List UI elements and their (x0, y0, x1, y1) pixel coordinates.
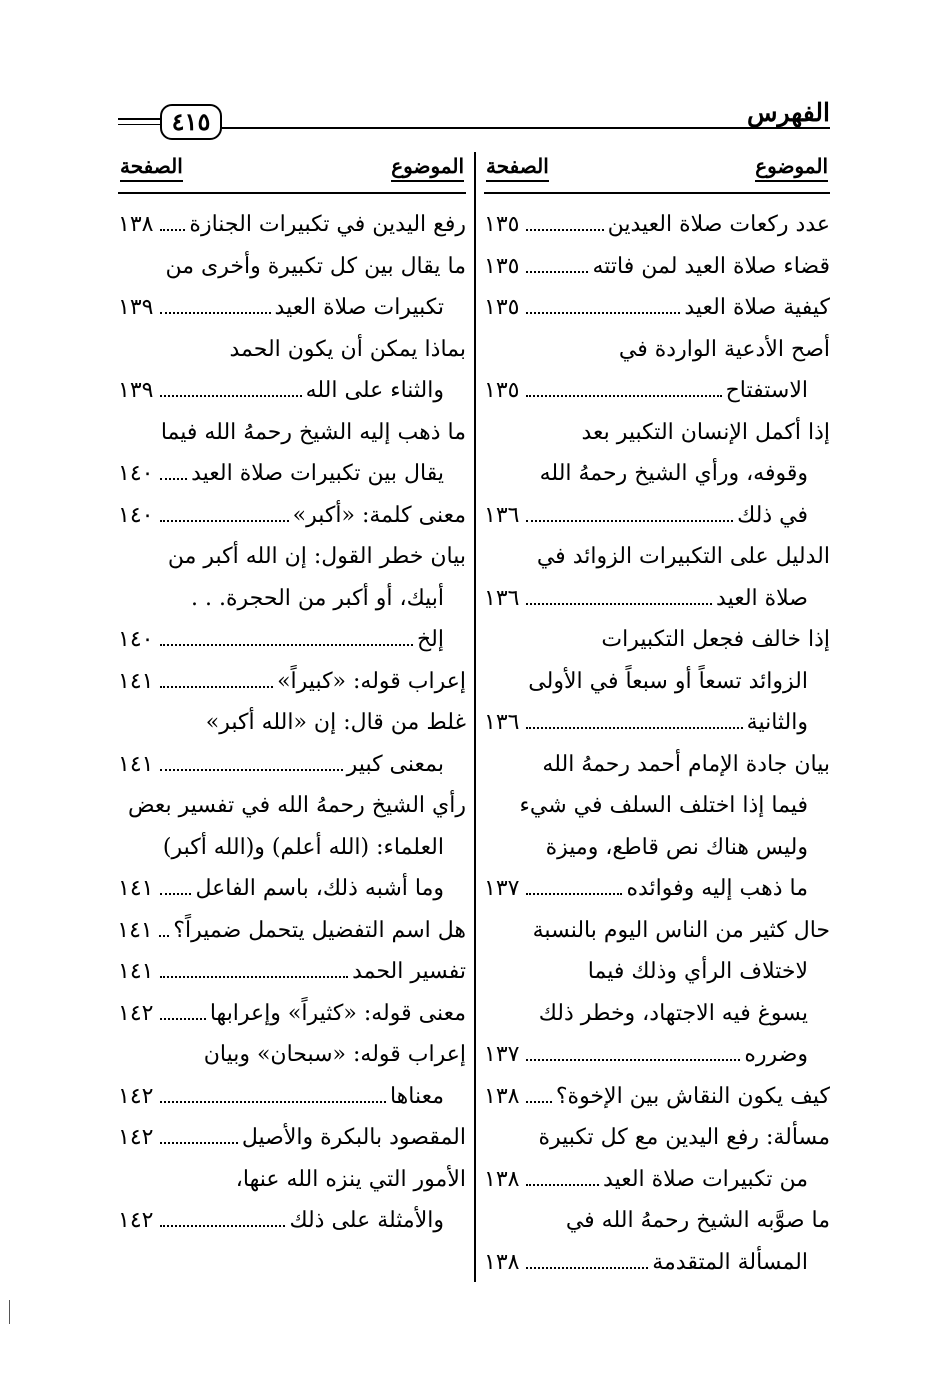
entry-line (118, 785, 466, 827)
index-entry (484, 536, 830, 619)
leader-dots (526, 229, 604, 231)
topic-heading: الموضوع (391, 154, 464, 182)
entry-text: وضرره (744, 1042, 808, 1067)
entry-line (118, 951, 466, 993)
leader-dots (526, 395, 722, 397)
entry-text: مسألة: رفع اليدين مع كل تكبيرة (538, 1125, 830, 1150)
leader-dots (526, 271, 588, 273)
entry-text: غلط من قال: إن «الله أكبر» (205, 710, 466, 735)
index-entry (118, 1159, 466, 1242)
index-entry (118, 785, 466, 910)
index-entry (118, 1034, 466, 1117)
entry-line (484, 661, 830, 703)
entry-line (484, 702, 830, 744)
entry-text: والأمثلة على ذلك (289, 1208, 444, 1233)
entry-line (484, 1117, 830, 1159)
entry-page-number: ١٣٧ (484, 1042, 520, 1067)
entry-page-number: ١٣٦ (484, 585, 520, 611)
entry-page-number: ١٤٢ (118, 1208, 154, 1233)
entry-line (484, 785, 830, 827)
entry-line (118, 578, 466, 620)
entry-line (118, 287, 466, 329)
header-rule-left-thin (118, 124, 160, 125)
entry-page-number: ١٣٧ (484, 876, 520, 901)
leader-dots (526, 1101, 552, 1103)
entry-text: الدليل على التكبيرات الزوائد في (536, 544, 830, 569)
entry-line (484, 287, 830, 329)
entry-line (118, 1200, 466, 1242)
entry-text: حال كثير من الناس اليوم بالنسبة (532, 917, 830, 943)
entry-line (484, 1159, 830, 1201)
entry-page-number: ١٤١ (118, 959, 154, 984)
entry-line (118, 204, 466, 246)
entry-text: وليس هناك نص قاطع، وميزة (545, 834, 808, 860)
entry-line (484, 495, 830, 537)
index-list-left (118, 204, 466, 1242)
entry-line (484, 827, 830, 869)
entry-text: أصح الأدعية الواردة في (618, 336, 830, 362)
index-entry (484, 287, 830, 329)
entry-line (484, 993, 830, 1035)
entry-text: المقصود بالبكرة والأصيل (241, 1125, 466, 1150)
entry-page-number: ١٣٦ (484, 710, 520, 735)
leader-dots (160, 976, 348, 978)
entry-text: ما ذهب إليه وفوائده (626, 876, 808, 901)
entry-page-number: ١٣٦ (484, 502, 520, 528)
entry-line (118, 412, 466, 454)
leader-dots (160, 395, 302, 397)
page-number: ٤١٥ (160, 104, 222, 140)
entry-page-number: ١٣٥ (484, 295, 520, 320)
entry-line (118, 329, 466, 371)
leader-dots (160, 686, 273, 688)
entry-line (118, 495, 466, 537)
entry-text: كيف يكون النقاش بين الإخوة؟ (555, 1083, 830, 1109)
entry-text: الأمور التي ينزه الله عنها، (235, 1166, 466, 1192)
entry-line (118, 827, 466, 869)
header-title: الفهرس (746, 98, 830, 127)
entry-line (118, 868, 466, 910)
entry-page-number: ١٣٩ (118, 378, 154, 403)
entry-line (484, 578, 830, 620)
leader-dots (160, 1101, 386, 1103)
entry-line (484, 1200, 830, 1242)
entry-text: وقوفه، ورأي الشيخ رحمهُ الله (539, 461, 808, 486)
leader-dots (526, 1059, 740, 1061)
index-entry (118, 204, 466, 246)
leader-dots (526, 312, 680, 314)
index-entry (118, 412, 466, 495)
entry-line (118, 370, 466, 412)
entry-line (118, 702, 466, 744)
index-entry (118, 536, 466, 661)
entry-line (118, 246, 466, 288)
entry-page-number: ١٣٥ (484, 378, 520, 403)
index-column-right (484, 152, 830, 1283)
leader-dots (526, 603, 712, 605)
entry-text: أبيك، أو أكبر من الحجرة. . . (191, 585, 444, 611)
entry-line (118, 536, 466, 578)
entry-page-number: ١٣٨ (484, 1249, 520, 1275)
entry-text: إذا أكمل الإنسان التكبير بعد (581, 419, 830, 445)
entry-line (118, 1159, 466, 1201)
leader-dots (160, 229, 185, 231)
leader-dots (160, 893, 191, 895)
entry-text: ما صوَّبه الشيخ رحمهُ الله في (565, 1208, 830, 1233)
leader-dots (526, 893, 622, 895)
index-entry (118, 910, 466, 952)
entry-page-number: ١٤٢ (118, 1083, 154, 1109)
index-entry (118, 702, 466, 785)
entry-line (118, 1076, 466, 1118)
entry-line (484, 412, 830, 454)
header-rule-left (118, 118, 160, 120)
entry-line (484, 246, 830, 288)
leader-dots (526, 727, 743, 729)
entry-line (484, 329, 830, 371)
entry-text: فيما إذا اختلف السلف في شيء (519, 793, 808, 818)
index-entry (118, 993, 466, 1035)
entry-text: معنى قوله: «كثيراً» وإعرابها (209, 1000, 466, 1026)
entry-text: تكبيرات صلاة العيد (274, 295, 444, 320)
entry-text: إذا خالف فجعل التكبيرات (601, 627, 830, 652)
index-entry (118, 951, 466, 993)
entry-line (484, 619, 830, 661)
entry-text: من تكبيرات صلاة العيد (603, 1166, 808, 1192)
entry-page-number: ١٤٠ (118, 502, 154, 528)
entry-line (484, 868, 830, 910)
entry-line (118, 993, 466, 1035)
index-column-left (118, 152, 466, 1242)
entry-line (484, 536, 830, 578)
entry-text: معناها (389, 1083, 444, 1109)
index-entry (118, 661, 466, 703)
entry-text: بماذا يمكن أن يكون الحمد (229, 336, 466, 362)
topic-heading: الموضوع (755, 154, 828, 182)
column-header-left (118, 152, 466, 194)
entry-page-number: ١٣٨ (118, 212, 154, 237)
entry-page-number: ١٤١ (118, 876, 154, 901)
entry-text: لاختلاف الرأي وذلك فيما (587, 959, 808, 984)
entry-text: إلخ (416, 627, 444, 652)
entry-page-number: ١٤١ (118, 751, 154, 777)
index-entry (118, 495, 466, 537)
entry-text: تفسير الحمد (352, 959, 466, 984)
page-heading: الصفحة (486, 154, 549, 182)
index-entry (118, 246, 466, 329)
leader-dots (160, 520, 289, 522)
entry-text: يسوغ فيه الاجتهاد، وخطر ذلك (538, 1000, 808, 1026)
index-entry (484, 1200, 830, 1283)
index-entry (484, 744, 830, 910)
entry-text: بمعنى كبير (346, 751, 444, 777)
entry-line (484, 744, 830, 786)
leader-dots (160, 1225, 285, 1227)
entry-text: رفع اليدين في تكبيرات الجنازة (189, 212, 466, 237)
entry-line (118, 661, 466, 703)
leader-dots (526, 1184, 599, 1186)
entry-line (118, 744, 466, 786)
entry-text: المسألة المتقدمة (652, 1249, 808, 1275)
entry-page-number: ١٤٠ (118, 627, 154, 652)
leader-dots (160, 1018, 206, 1020)
entry-text: رأي الشيخ رحمهُ الله في تفسير بعض (127, 793, 466, 818)
leader-dots (160, 1142, 238, 1144)
entry-line (484, 204, 830, 246)
leader-dots (160, 769, 343, 771)
entry-text: العلماء: (الله أعلم) و(الله أكبر) (162, 834, 444, 860)
leader-dots (160, 644, 413, 646)
index-list-right (484, 204, 830, 1283)
entry-line (484, 370, 830, 412)
entry-text: صلاة العيد (716, 585, 808, 611)
entry-text: وما أشبه ذلك، باسم الفاعل (195, 876, 444, 901)
entry-page-number: ١٣٨ (484, 1083, 520, 1109)
entry-text: بيان خطر القول: إن الله أكبر من (167, 544, 466, 569)
entry-line (118, 619, 466, 661)
entry-line (484, 1242, 830, 1284)
entry-line (118, 910, 466, 952)
entry-page-number: ١٤٠ (118, 461, 154, 486)
leader-dots (160, 478, 187, 480)
entry-page-number: ١٣٩ (118, 295, 154, 320)
entry-text: قضاء صلاة العيد لمن فاتته (592, 253, 830, 279)
index-entry (118, 329, 466, 412)
entry-line (484, 910, 830, 952)
entry-page-number: ١٣٥ (484, 212, 520, 237)
column-divider (474, 152, 476, 1282)
index-entry (484, 412, 830, 537)
entry-text: ما يقال بين كل تكبيرة وأخرى من (165, 253, 466, 279)
entry-text: كيفية صلاة العيد (684, 295, 830, 320)
entry-page-number: ١٣٨ (484, 1166, 520, 1192)
index-entry (484, 910, 830, 1076)
page-heading: الصفحة (120, 154, 183, 182)
leader-dots (160, 312, 271, 314)
entry-page-number: ١٣٥ (484, 253, 520, 279)
page-header (118, 96, 830, 146)
entry-line (484, 1076, 830, 1118)
entry-page-number: ١٤٢ (118, 1125, 154, 1150)
entry-line (118, 1117, 466, 1159)
index-entry (484, 329, 830, 412)
entry-text: والثناء على الله (305, 378, 444, 403)
index-entry (484, 1076, 830, 1118)
entry-page-number: ١٤١ (117, 917, 153, 943)
header-rule-right (222, 127, 830, 129)
entry-text: الاستفتاح (725, 378, 808, 403)
entry-text: عدد ركعات صلاة العيدين (607, 212, 830, 237)
leader-dots (526, 1267, 648, 1269)
entry-text: بيان جادة الإمام أحمد رحمهُ الله (542, 751, 830, 777)
margin-mark (9, 1300, 10, 1324)
entry-text: ما ذهب إليه الشيخ رحمهُ الله فيما (160, 419, 466, 445)
index-entry (484, 1117, 830, 1200)
entry-text: معنى كلمة: «أكبر» (292, 502, 466, 528)
leader-dots (159, 935, 169, 937)
index-entry (484, 204, 830, 246)
entry-text: هل اسم التفضيل يتحمل ضميراً؟ (173, 917, 466, 943)
entry-line (118, 453, 466, 495)
entry-page-number: ١٤٢ (118, 1000, 154, 1026)
entry-text: في ذلك (737, 502, 808, 528)
entry-line (484, 453, 830, 495)
entry-text: إعراب قوله: «كبيراً» (277, 668, 466, 694)
entry-line (484, 951, 830, 993)
entry-line (118, 1034, 466, 1076)
entry-line (484, 1034, 830, 1076)
entry-page-number: ١٤١ (118, 668, 154, 694)
index-entry (484, 619, 830, 744)
index-entry (484, 246, 830, 288)
entry-text: يقال بين تكبيرات صلاة العيد (191, 461, 444, 486)
index-entry (118, 1117, 466, 1159)
entry-text: والثانية (746, 710, 808, 735)
column-header-right (484, 152, 830, 194)
entry-text: إعراب قوله: «سبحان» وبيان (203, 1042, 466, 1067)
leader-dots (526, 520, 733, 522)
entry-text: الزوائد تسعاً أو سبعاً في الأولى (528, 668, 808, 694)
